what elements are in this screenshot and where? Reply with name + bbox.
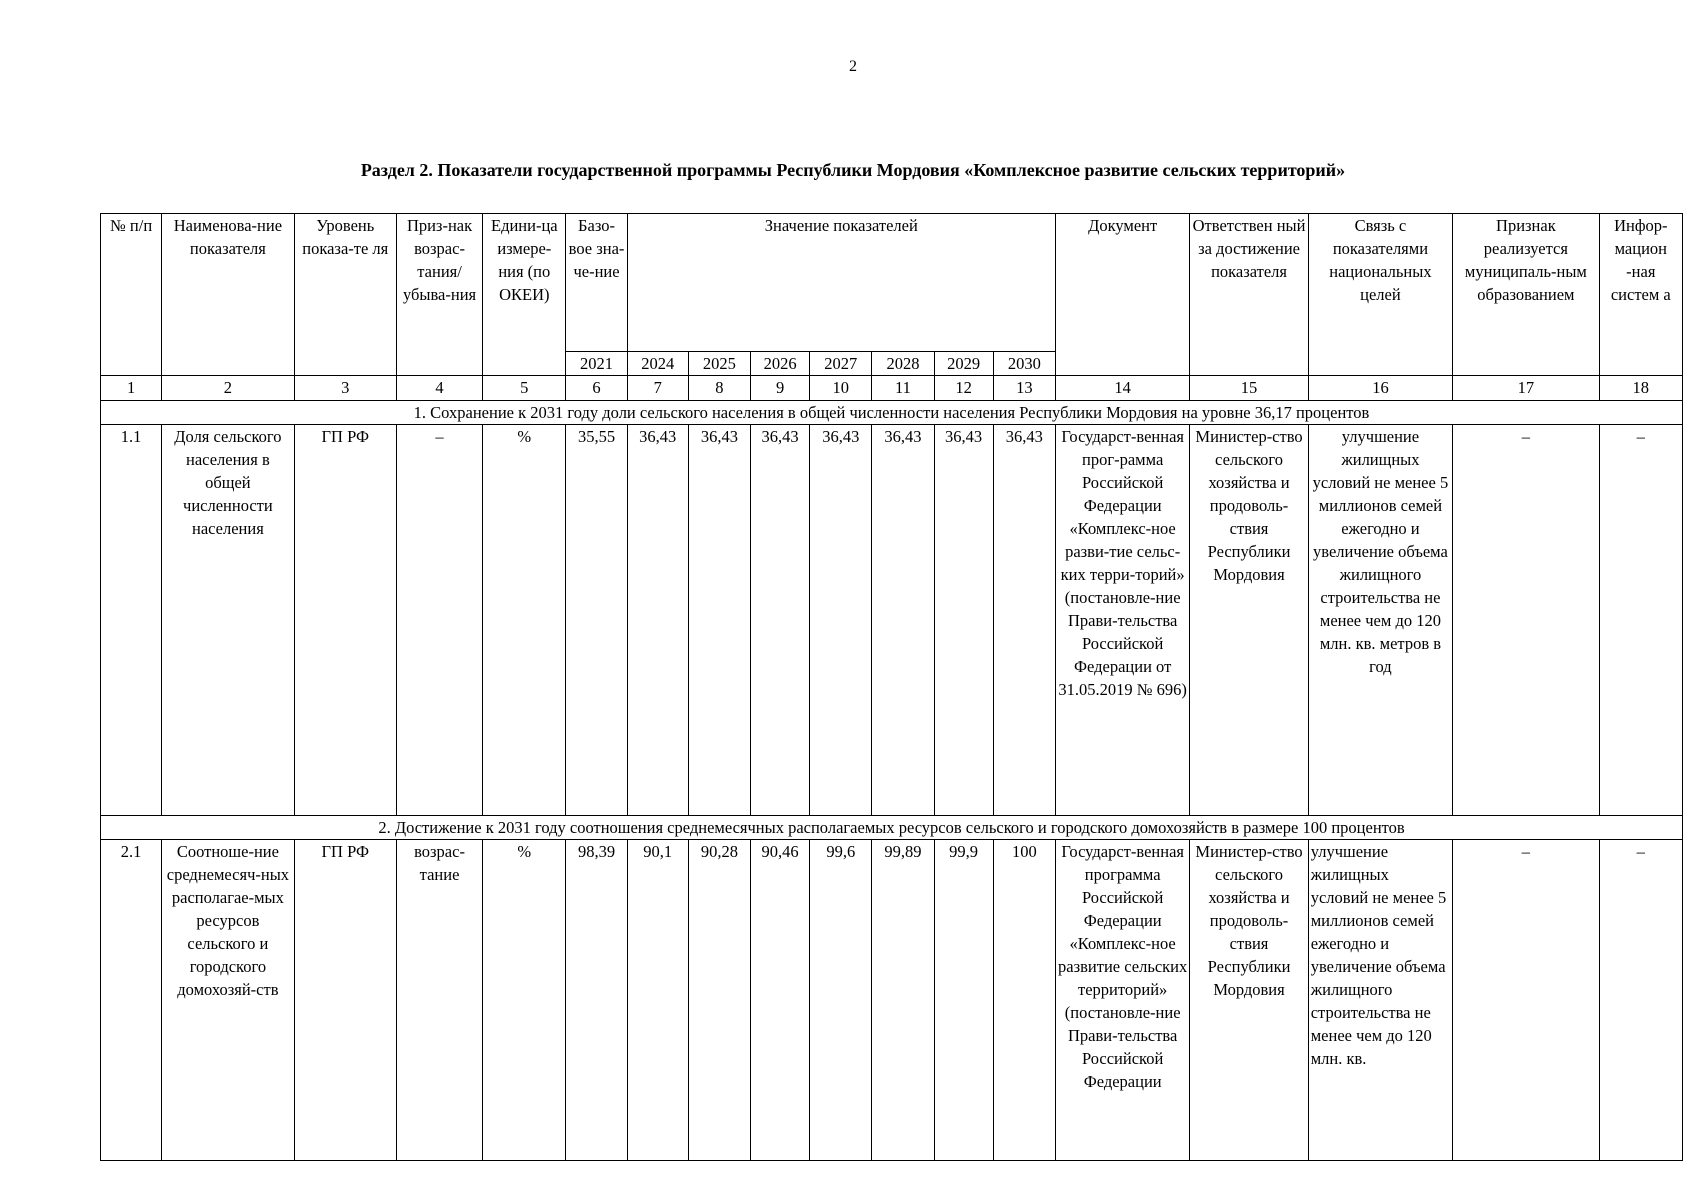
table-row <box>101 840 1683 1161</box>
header-num: № п/п <box>101 214 162 376</box>
section-title: Раздел 2. Показатели государственной программы Республики Мордовия «Комплексное развитие сельских территорий» <box>360 160 1346 180</box>
row-link: улучшение жилищных условий не менее 5 миллионов семей ежегодно и увеличение объема жилищного строительства не менее чем до 120 млн. кв. <box>1308 840 1452 1161</box>
row-level: ГП РФ <box>294 425 396 816</box>
column-number: 12 <box>934 376 993 401</box>
row-value: 36,43 <box>993 425 1055 816</box>
row-value: 90,46 <box>750 840 809 1161</box>
row-value: 36,43 <box>872 425 934 816</box>
column-number: 3 <box>294 376 396 401</box>
row-municipal: – <box>1453 425 1599 816</box>
column-number: 5 <box>483 376 566 401</box>
column-number: 15 <box>1190 376 1308 401</box>
column-number: 6 <box>566 376 627 401</box>
year-cell: 2024 <box>627 352 688 376</box>
header-responsible: Ответствен ный за достижение показателя <box>1190 214 1308 376</box>
row-document: Государст-венная программа Российской Федерации «Комплекс-ное развитие сельских территорий» (постановле-ние Прави-тельства Российской Федерации <box>1055 840 1189 1161</box>
column-number: 10 <box>810 376 872 401</box>
header-infosys: Инфор-мацион -ная систем а <box>1599 214 1682 376</box>
row-num: 1.1 <box>101 425 162 816</box>
row-value: 99,6 <box>810 840 872 1161</box>
indicators-table <box>100 213 1683 1161</box>
row-value: 36,43 <box>810 425 872 816</box>
row-infosys: – <box>1599 425 1682 816</box>
year-cell: 2026 <box>750 352 809 376</box>
header-base: Базо-вое зна-че-ние <box>566 214 627 352</box>
header-level: Уровень показа-те ля <box>294 214 396 376</box>
column-number: 7 <box>627 376 688 401</box>
year-cell: 2030 <box>993 352 1055 376</box>
row-unit: % <box>483 425 566 816</box>
row-value: 99,89 <box>872 840 934 1161</box>
year-cell: 2027 <box>810 352 872 376</box>
column-numbers-row <box>101 376 1683 401</box>
row-responsible: Министер-ство сельского хозяйства и продоволь-ствия Республики Мордовия <box>1190 425 1308 816</box>
row-name: Соотноше-ние среднемесяч-ных располагае-мых ресурсов сельского и городского домохозяй-ств <box>162 840 294 1161</box>
year-cell: 2021 <box>566 352 627 376</box>
row-value: 90,28 <box>688 840 750 1161</box>
row-sign: – <box>396 425 482 816</box>
column-number: 4 <box>396 376 482 401</box>
header-document: Документ <box>1055 214 1189 376</box>
row-link: улучшение жилищных условий не менее 5 миллионов семей ежегодно и увеличение объема жилищного строительства не менее чем до 120 млн. кв. метров в год <box>1308 425 1452 816</box>
header-sign: Приз-нак возрас-тания/ убыва-ния <box>396 214 482 376</box>
row-value: 100 <box>993 840 1055 1161</box>
table-row <box>101 425 1683 816</box>
header-municipal: Признак реализуется муниципаль-ным образованием <box>1453 214 1599 376</box>
section-1-title: 1. Сохранение к 2031 году доли сельского населения в общей численности населения Республики Мордовия на уровне 36,17 процентов <box>101 401 1683 425</box>
column-number: 8 <box>688 376 750 401</box>
row-value: 90,1 <box>627 840 688 1161</box>
row-infosys: – <box>1599 840 1682 1161</box>
row-municipal: – <box>1453 840 1599 1161</box>
row-value: 36,43 <box>934 425 993 816</box>
row-document: Государст-венная прог-рамма Российской Федерации «Комплекс-ное разви-тие сельс-ких терри-торий» (постановле-ние Прави-тельства Российской Федерации от 31.05.2019 № 696) <box>1055 425 1189 816</box>
page-number: 2 <box>849 58 857 75</box>
section-row-2 <box>101 816 1683 840</box>
header-values: Значение показателей <box>627 214 1055 352</box>
row-unit: % <box>483 840 566 1161</box>
row-level: ГП РФ <box>294 840 396 1161</box>
column-number: 16 <box>1308 376 1452 401</box>
row-value: 35,55 <box>566 425 627 816</box>
year-cell: 2028 <box>872 352 934 376</box>
section-row-1 <box>101 401 1683 425</box>
row-value: 36,43 <box>627 425 688 816</box>
column-number: 2 <box>162 376 294 401</box>
column-number: 1 <box>101 376 162 401</box>
header-row <box>101 214 1683 352</box>
year-cell: 2029 <box>934 352 993 376</box>
row-num: 2.1 <box>101 840 162 1161</box>
header-link: Связь с показателями национальных целей <box>1308 214 1452 376</box>
year-cell: 2025 <box>688 352 750 376</box>
column-number: 13 <box>993 376 1055 401</box>
row-value: 36,43 <box>688 425 750 816</box>
header-name: Наименова-ние показателя <box>162 214 294 376</box>
row-value: 36,43 <box>750 425 809 816</box>
row-name: Доля сельского населения в общей численности населения <box>162 425 294 816</box>
row-value: 98,39 <box>566 840 627 1161</box>
section-2-title: 2. Достижение к 2031 году соотношения среднемесячных располагаемых ресурсов сельского и городского домохозяйств в размере 100 процентов <box>101 816 1683 840</box>
column-number: 18 <box>1599 376 1682 401</box>
column-number: 14 <box>1055 376 1189 401</box>
column-number: 17 <box>1453 376 1599 401</box>
row-responsible: Министер-ство сельского хозяйства и продоволь-ствия Республики Мордовия <box>1190 840 1308 1161</box>
header-unit: Едини-ца измере-ния (по ОКЕИ) <box>483 214 566 376</box>
column-number: 9 <box>750 376 809 401</box>
row-value: 99,9 <box>934 840 993 1161</box>
row-sign: возрас-тание <box>396 840 482 1161</box>
column-number: 11 <box>872 376 934 401</box>
